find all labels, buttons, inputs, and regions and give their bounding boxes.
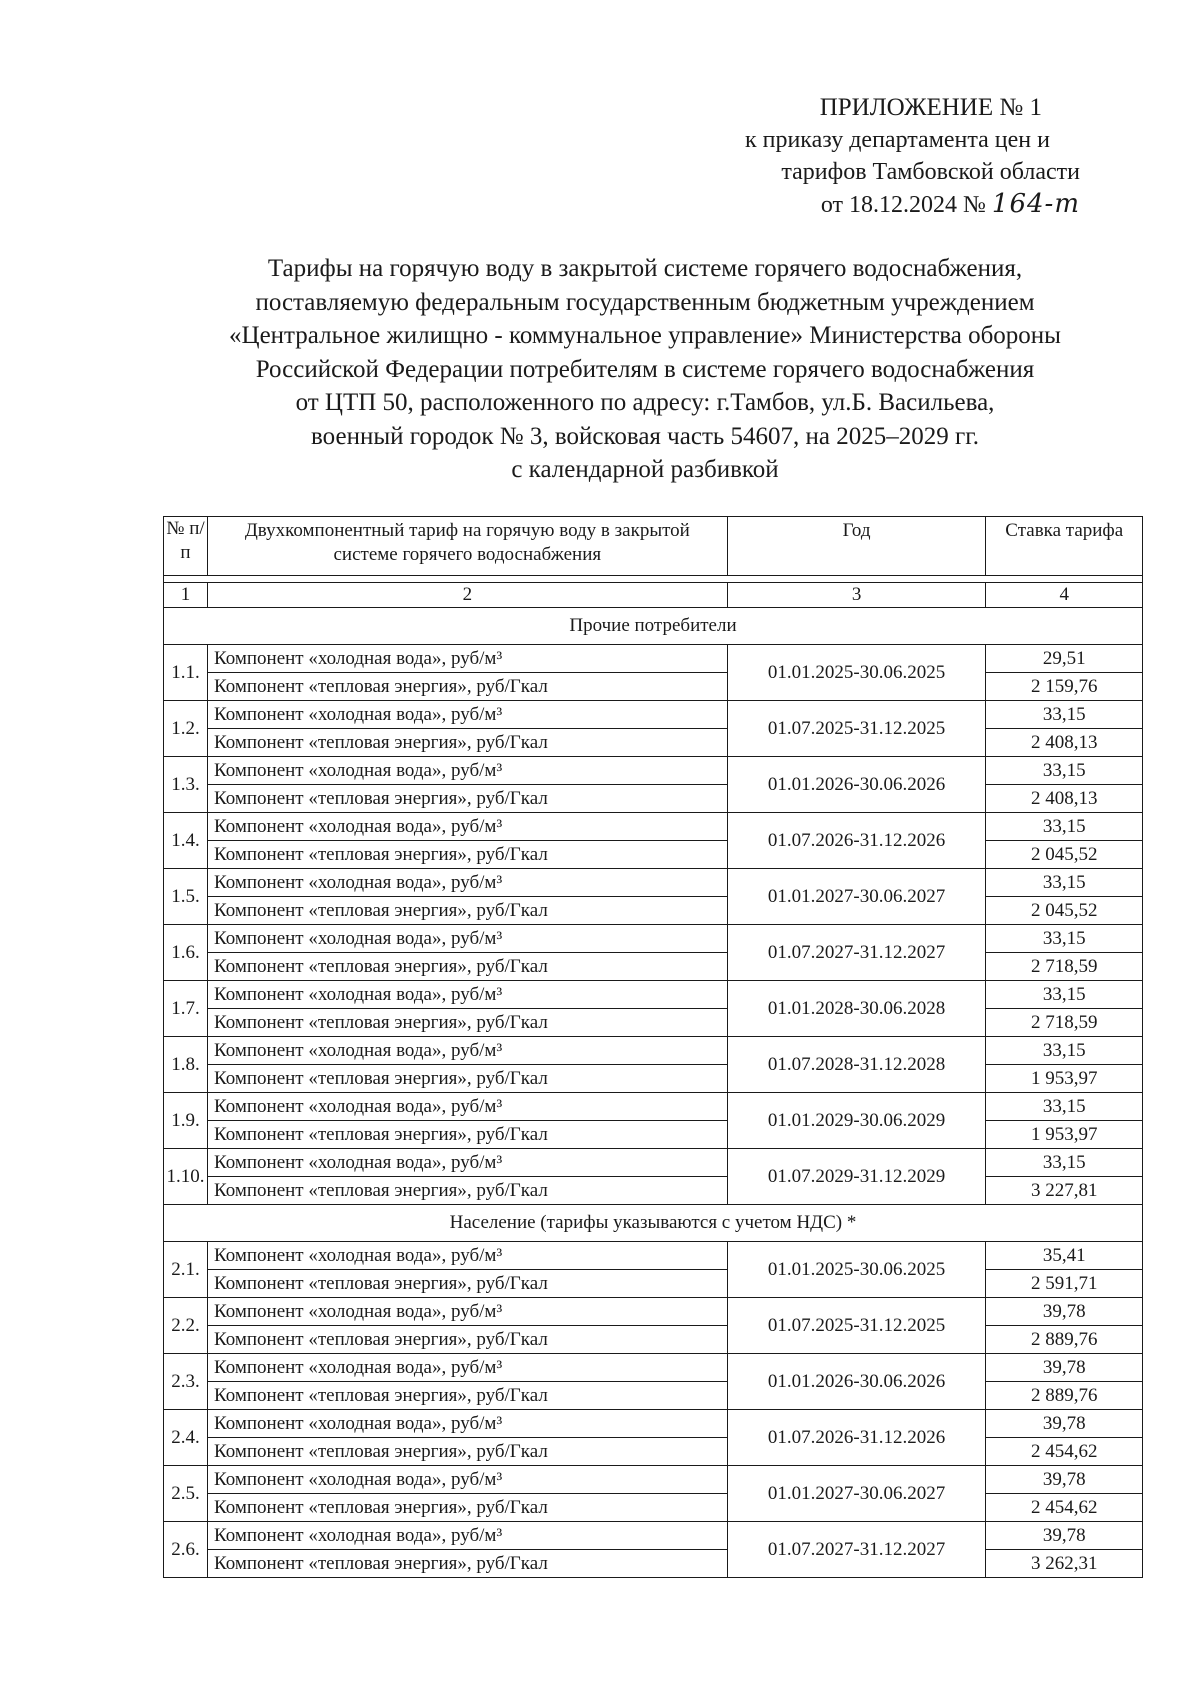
table-row [164, 1270, 1143, 1298]
order-reference: к приказу департамента цен и [744, 127, 1050, 153]
section-row [164, 1205, 1143, 1242]
title-line: «Центральное жилищно - коммунальное управление» Министерства обороны [229, 322, 1061, 349]
table-row [164, 1009, 1143, 1037]
column-numbers-row [164, 583, 1143, 608]
table-row [164, 785, 1143, 813]
table-row [164, 925, 1143, 953]
table-row [164, 841, 1143, 869]
table-row [164, 1149, 1143, 1177]
table-row [164, 813, 1143, 841]
rate-heat-energy: 2 889,76 [986, 1382, 1143, 1410]
table-row [164, 953, 1143, 981]
col-number: 3 [727, 583, 986, 608]
rate-heat-energy: 2 045,52 [986, 897, 1143, 925]
rate-heat-energy: 1 953,97 [986, 1065, 1143, 1093]
rate-cold-water: 33,15 [986, 869, 1143, 897]
table-row [164, 673, 1143, 701]
rate-heat-energy: 1 953,97 [986, 1121, 1143, 1149]
row-number: 1.6. [164, 925, 208, 981]
department-name: тарифов Тамбовской области [781, 159, 1080, 185]
appendix-header [660, 92, 1080, 221]
component-heat-energy: Компонент «тепловая энергия», руб/Гкал [207, 1326, 727, 1354]
table-row [164, 1438, 1143, 1466]
period: 01.07.2026-31.12.2026 [727, 813, 986, 869]
rate-heat-energy: 2 718,59 [986, 1009, 1143, 1037]
period: 01.01.2029-30.06.2029 [727, 1093, 986, 1149]
component-cold-water: Компонент «холодная вода», руб/м³ [207, 813, 727, 841]
rate-cold-water: 33,15 [986, 1037, 1143, 1065]
table-row [164, 1494, 1143, 1522]
table-row [164, 757, 1143, 785]
rate-cold-water: 33,15 [986, 981, 1143, 1009]
table-row [164, 701, 1143, 729]
component-cold-water: Компонент «холодная вода», руб/м³ [207, 869, 727, 897]
component-cold-water: Компонент «холодная вода», руб/м³ [207, 1093, 727, 1121]
component-cold-water: Компонент «холодная вода», руб/м³ [207, 645, 727, 673]
table-row [164, 1522, 1143, 1550]
title-line: Российской Федерации потребителям в системе горячего водоснабжения [255, 355, 1035, 383]
rate-cold-water: 39,78 [986, 1410, 1143, 1438]
row-number: 2.3. [164, 1354, 208, 1410]
rate-cold-water: 39,78 [986, 1354, 1143, 1382]
rate-cold-water: 33,15 [986, 813, 1143, 841]
component-heat-energy: Компонент «тепловая энергия», руб/Гкал [207, 897, 727, 925]
component-cold-water: Компонент «холодная вода», руб/м³ [207, 1149, 727, 1177]
rate-cold-water: 29,51 [986, 645, 1143, 673]
row-number: 2.6. [164, 1522, 208, 1578]
table-row [164, 1326, 1143, 1354]
table-row [164, 1298, 1143, 1326]
period: 01.01.2025-30.06.2025 [727, 645, 986, 701]
row-number: 2.4. [164, 1410, 208, 1466]
table-row [164, 1177, 1143, 1205]
title-line: Тарифы на горячую воду в закрытой системе горячего водоснабжения, [267, 255, 1023, 282]
header-year: Год [727, 517, 986, 576]
table-row [164, 729, 1143, 757]
component-cold-water: Компонент «холодная вода», руб/м³ [207, 1410, 727, 1438]
period: 01.01.2025-30.06.2025 [727, 1242, 986, 1298]
table-row [164, 1466, 1143, 1494]
component-cold-water: Компонент «холодная вода», руб/м³ [207, 1466, 727, 1494]
component-cold-water: Компонент «холодная вода», руб/м³ [207, 925, 727, 953]
rate-cold-water: 35,41 [986, 1242, 1143, 1270]
table-row [164, 1382, 1143, 1410]
rate-heat-energy: 2 889,76 [986, 1326, 1143, 1354]
period: 01.01.2026-30.06.2026 [727, 1354, 986, 1410]
component-heat-energy: Компонент «тепловая энергия», руб/Гкал [207, 1121, 727, 1149]
row-number: 2.1. [164, 1242, 208, 1298]
rate-cold-water: 39,78 [986, 1522, 1143, 1550]
rate-heat-energy: 2 408,13 [986, 729, 1143, 757]
row-number: 2.5. [164, 1466, 208, 1522]
table-header-row [164, 517, 1143, 576]
component-heat-energy: Компонент «тепловая энергия», руб/Гкал [207, 1494, 727, 1522]
rate-heat-energy: 3 227,81 [986, 1177, 1143, 1205]
component-heat-energy: Компонент «тепловая энергия», руб/Гкал [207, 1270, 727, 1298]
tariff-table [163, 516, 1143, 1578]
order-date-number [660, 188, 1080, 221]
component-cold-water: Компонент «холодная вода», руб/м³ [207, 1298, 727, 1326]
rate-cold-water: 33,15 [986, 925, 1143, 953]
order-date: от 18.12.2024 № [820, 192, 986, 218]
component-cold-water: Компонент «холодная вода», руб/м³ [207, 1522, 727, 1550]
header-no: № п/п [164, 517, 208, 576]
section-row [164, 608, 1143, 645]
period: 01.07.2025-31.12.2025 [727, 701, 986, 757]
row-number: 1.7. [164, 981, 208, 1037]
row-number: 1.3. [164, 757, 208, 813]
rate-cold-water: 33,15 [986, 701, 1143, 729]
component-heat-energy: Компонент «тепловая энергия», руб/Гкал [207, 785, 727, 813]
component-heat-energy: Компонент «тепловая энергия», руб/Гкал [207, 1065, 727, 1093]
table-row [164, 1242, 1143, 1270]
section-title: Население (тарифы указываются с учетом НДС) * [164, 1205, 1143, 1242]
row-number: 2.2. [164, 1298, 208, 1354]
table-row [164, 1093, 1143, 1121]
rate-heat-energy: 2 591,71 [986, 1270, 1143, 1298]
table-row [164, 645, 1143, 673]
component-heat-energy: Компонент «тепловая энергия», руб/Гкал [207, 1550, 727, 1578]
period: 01.01.2028-30.06.2028 [727, 981, 986, 1037]
row-number: 1.2. [164, 701, 208, 757]
component-cold-water: Компонент «холодная вода», руб/м³ [207, 1037, 727, 1065]
rate-heat-energy: 3 262,31 [986, 1550, 1143, 1578]
period: 01.07.2029-31.12.2029 [727, 1149, 986, 1205]
section-title: Прочие потребители [164, 608, 1143, 645]
table-row [164, 1065, 1143, 1093]
period: 01.07.2026-31.12.2026 [727, 1410, 986, 1466]
appendix-title: ПРИЛОЖЕНИЕ № 1 [819, 94, 1042, 121]
row-number: 1.4. [164, 813, 208, 869]
period: 01.07.2028-31.12.2028 [727, 1037, 986, 1093]
row-number: 1.5. [164, 869, 208, 925]
row-number: 1.9. [164, 1093, 208, 1149]
title-line: военный городок № 3, войсковая часть 54607, на 2025–2029 гг. [311, 422, 979, 450]
rate-heat-energy: 2 454,62 [986, 1494, 1143, 1522]
order-number-handwritten: 164-т [991, 189, 1080, 219]
rate-heat-energy: 2 718,59 [986, 953, 1143, 981]
period: 01.01.2027-30.06.2027 [727, 869, 986, 925]
component-heat-energy: Компонент «тепловая энергия», руб/Гкал [207, 1177, 727, 1205]
table-row [164, 897, 1143, 925]
rate-cold-water: 33,15 [986, 757, 1143, 785]
col-number: 1 [164, 583, 208, 608]
table-row [164, 1550, 1143, 1578]
component-cold-water: Компонент «холодная вода», руб/м³ [207, 757, 727, 785]
component-heat-energy: Компонент «тепловая энергия», руб/Гкал [207, 1009, 727, 1037]
title-line: поставляемую федеральным государственным бюджетным учреждением [255, 288, 1035, 316]
component-heat-energy: Компонент «тепловая энергия», руб/Гкал [207, 673, 727, 701]
row-number: 1.8. [164, 1037, 208, 1093]
header-component: Двухкомпонентный тариф на горячую воду в закрытой системе горячего водоснабжения [207, 517, 727, 576]
header-spacer [164, 576, 1143, 583]
period: 01.07.2025-31.12.2025 [727, 1298, 986, 1354]
rate-heat-energy: 2 045,52 [986, 841, 1143, 869]
rate-cold-water: 39,78 [986, 1466, 1143, 1494]
component-cold-water: Компонент «холодная вода», руб/м³ [207, 1354, 727, 1382]
rate-cold-water: 39,78 [986, 1298, 1143, 1326]
rate-heat-energy: 2 408,13 [986, 785, 1143, 813]
table-row [164, 1121, 1143, 1149]
component-cold-water: Компонент «холодная вода», руб/м³ [207, 701, 727, 729]
period: 01.07.2027-31.12.2027 [727, 1522, 986, 1578]
component-heat-energy: Компонент «тепловая энергия», руб/Гкал [207, 1382, 727, 1410]
period: 01.01.2026-30.06.2026 [727, 757, 986, 813]
component-heat-energy: Компонент «тепловая энергия», руб/Гкал [207, 729, 727, 757]
component-heat-energy: Компонент «тепловая энергия», руб/Гкал [207, 841, 727, 869]
table-row [164, 1410, 1143, 1438]
rate-heat-energy: 2 159,76 [986, 673, 1143, 701]
component-cold-water: Компонент «холодная вода», руб/м³ [207, 1242, 727, 1270]
period: 01.01.2027-30.06.2027 [727, 1466, 986, 1522]
document-title [150, 252, 1140, 487]
table-row [164, 869, 1143, 897]
row-number: 1.10. [164, 1149, 208, 1205]
col-number: 4 [986, 583, 1143, 608]
period: 01.07.2027-31.12.2027 [727, 925, 986, 981]
table-row [164, 1037, 1143, 1065]
header-rate: Ставка тарифа [986, 517, 1143, 576]
row-number: 1.1. [164, 645, 208, 701]
component-cold-water: Компонент «холодная вода», руб/м³ [207, 981, 727, 1009]
component-heat-energy: Компонент «тепловая энергия», руб/Гкал [207, 953, 727, 981]
component-heat-energy: Компонент «тепловая энергия», руб/Гкал [207, 1438, 727, 1466]
rate-cold-water: 33,15 [986, 1093, 1143, 1121]
col-number: 2 [207, 583, 727, 608]
title-line: от ЦТП 50, расположенного по адресу: г.Тамбов, ул.Б. Васильева, [295, 389, 995, 416]
title-line: с календарной разбивкой [511, 456, 779, 483]
rate-heat-energy: 2 454,62 [986, 1438, 1143, 1466]
table-row [164, 1354, 1143, 1382]
table-row [164, 981, 1143, 1009]
rate-cold-water: 33,15 [986, 1149, 1143, 1177]
